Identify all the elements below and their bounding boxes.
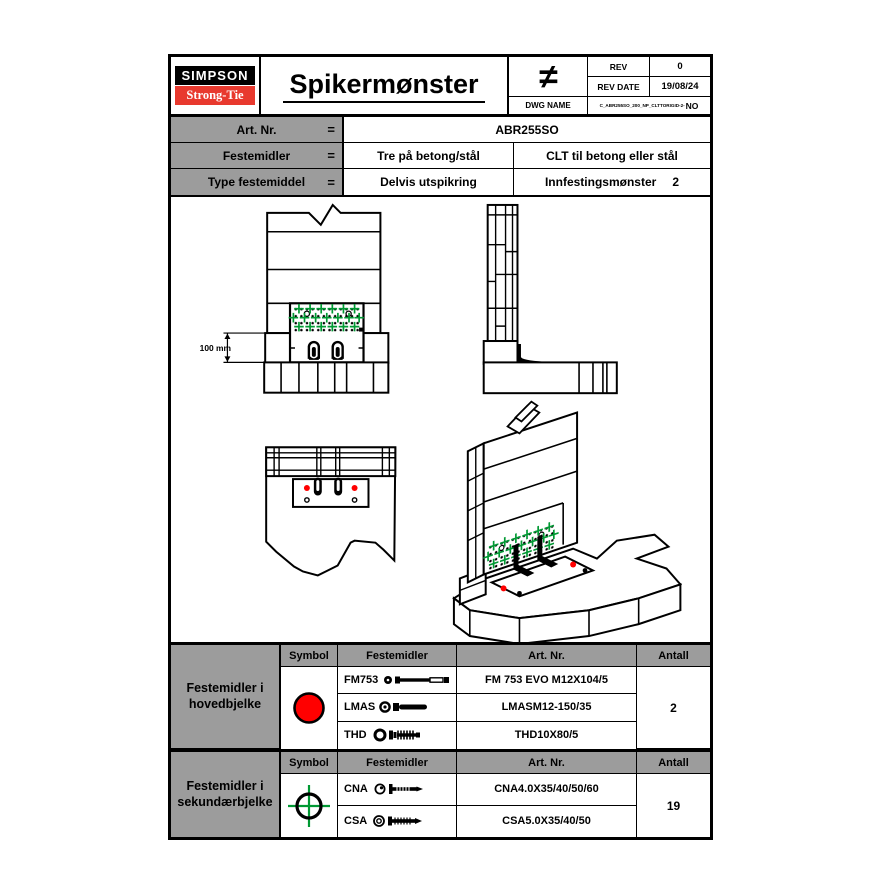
main-beam-fastener-table (171, 645, 710, 752)
art-nr-label-cell (171, 117, 344, 142)
table1-antall-value: 2 (637, 667, 710, 749)
fastener-name: CSA (344, 815, 368, 828)
foundation-front (264, 362, 388, 392)
artnr-fm753: FM 753 EVO M12X104/5 (457, 667, 637, 694)
festemidler-value-1: Tre på betong/stål (344, 143, 514, 168)
dwg-name-label: DWG NAME (525, 101, 571, 110)
sheet-title-cell (261, 57, 509, 114)
type-festemiddel-label: Type festemiddel (207, 175, 306, 189)
dimension-label: 100 mm (199, 342, 232, 353)
table1-row-label (171, 645, 281, 749)
fastener-row-thd (338, 722, 457, 749)
concrete-screw-bolt-icon (382, 672, 454, 688)
ring-nail-icon (372, 781, 444, 797)
fastener-name: LMAS (344, 701, 376, 714)
fastener-name: CNA (344, 783, 368, 796)
table2-label-line2: sekundærbjelke (177, 794, 273, 809)
type-festemiddel-row (171, 169, 710, 195)
fastener-row-cna (338, 774, 457, 806)
festemidler-label-cell (171, 143, 344, 168)
table2-header-symbol: Symbol (281, 752, 338, 774)
secondary-beam-fastener-table (171, 752, 710, 837)
simpson-strongtie-logo (171, 57, 261, 114)
table2-header-artnr: Art. Nr. (457, 752, 637, 774)
threaded-anchor-icon (371, 727, 443, 743)
drawing-area (171, 197, 710, 645)
dwg-name-value (587, 97, 710, 114)
technical-drawing (171, 197, 710, 642)
art-nr-label: Art. Nr. (236, 122, 277, 137)
revision-block (509, 57, 710, 114)
fastener-row-fm753 (338, 667, 457, 694)
dwg-file-name: C_ABR255SO_200_NP_CLTTORIGID-2- (599, 103, 685, 108)
table2-header-festemidler: Festemidler (338, 752, 457, 774)
logo-simpson: SIMPSON (175, 66, 255, 85)
red-circle-icon (281, 667, 338, 749)
artnr-lmas: LMASM12-150/35 (457, 694, 637, 721)
festemidler-label: Festemidler (222, 148, 291, 163)
foundation-side (484, 362, 617, 393)
plan-view (266, 447, 395, 575)
innfestingsmonster-label: Innfestingsmønster (544, 175, 657, 189)
title-block (171, 57, 710, 117)
main-fastener-dot-red (570, 562, 576, 568)
table2-antall-value: 19 (666, 798, 681, 813)
rev-date-value: 19/08/24 (649, 77, 710, 97)
rev-value: 0 (649, 57, 710, 77)
table2-header-antall: Antall (637, 752, 710, 774)
front-elevation-view (200, 205, 389, 393)
type-festemiddel-value: Delvis utspikring (344, 169, 514, 195)
artnr-csa: CSA5.0X35/40/50 (457, 806, 637, 838)
fastener-row-lmas (338, 694, 457, 721)
dwg-lang-suffix: NO (685, 100, 699, 111)
artnr-cna: CNA4.0X35/40/50/60 (457, 774, 637, 806)
innfestingsmonster-number: 2 (672, 175, 680, 189)
artnr-thd: THD10X80/5 (457, 722, 637, 749)
festemidler-value-2: CLT til betong eller stål (546, 148, 678, 163)
table1-header-symbol: Symbol (281, 645, 338, 667)
rev-date-label: REV DATE (587, 77, 649, 97)
art-nr-row (171, 117, 710, 143)
fastener-name: FM753 (344, 674, 379, 687)
table1-label-line1: Festemidler i (186, 680, 264, 695)
rev-label: REV (587, 57, 649, 77)
table2-row-label (171, 752, 281, 837)
type-festemiddel-label-cell (171, 169, 344, 195)
festemidler-row (171, 143, 710, 169)
wall-plan (266, 447, 395, 476)
main-fastener-dot-red (304, 485, 310, 491)
table1-header-antall: Antall (637, 645, 710, 667)
anchor-bolt-icon (379, 699, 451, 715)
equals-sign: = (327, 174, 335, 190)
equals-sign: = (327, 148, 335, 163)
isometric-view (454, 402, 680, 642)
fastener-row-csa (338, 806, 457, 838)
main-fastener-dot-red (501, 585, 507, 591)
sheet-title: Spikermønster (283, 69, 484, 103)
wood-screw-icon (371, 813, 443, 829)
art-nr-value: ABR255SO (495, 122, 559, 137)
side-section-view (484, 205, 617, 393)
main-fastener-dot-red (352, 485, 358, 491)
innfestingsmonster-cell (514, 169, 710, 195)
table2-label-line1: Festemidler i (186, 778, 264, 793)
table1-header-artnr: Art. Nr. (457, 645, 637, 667)
angle-bracket-profile (517, 344, 544, 363)
logo-strongtie: Strong-Tie (175, 86, 255, 105)
product-info-table (171, 117, 710, 197)
base-plate-plan (293, 479, 368, 507)
dimension-100mm (200, 333, 268, 362)
green-crosshair-circle-icon (281, 774, 338, 837)
drawing-sheet (168, 54, 713, 840)
fastener-name: THD (344, 729, 367, 742)
table1-header-festemidler: Festemidler (338, 645, 457, 667)
not-to-scale-icon: ≠ (509, 57, 587, 97)
table1-label-line2: hovedbjelke (188, 696, 262, 711)
equals-sign: = (327, 122, 335, 137)
nail-pattern-front (289, 304, 364, 333)
